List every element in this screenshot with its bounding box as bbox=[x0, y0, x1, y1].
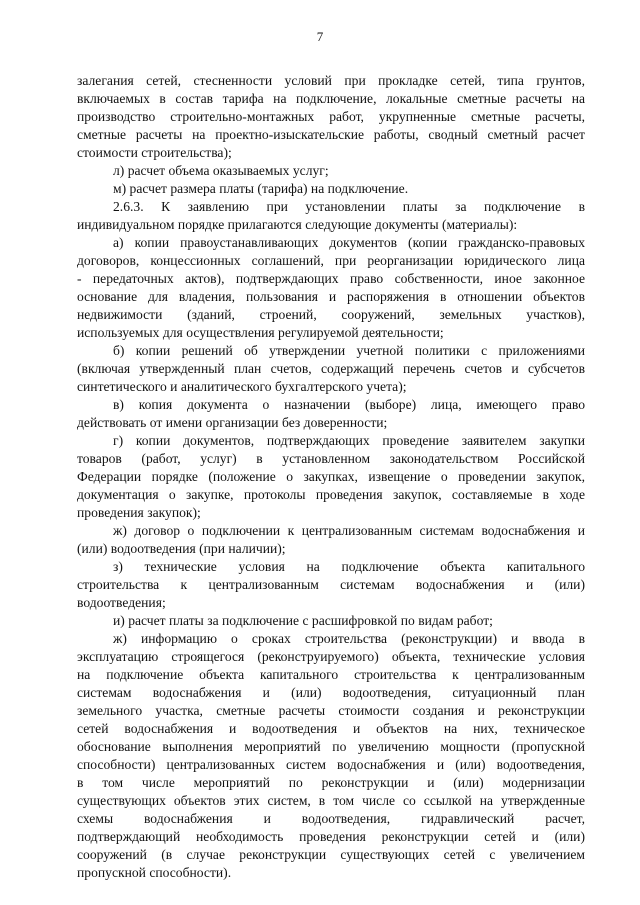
text-line: залегания сетей, стесненности условий при прокладке сетей, типа грунтов, bbox=[77, 73, 585, 88]
text-line: обоснование выполнения мероприятий по увеличению мощности (пропускной bbox=[77, 739, 585, 754]
text-line: эксплуатацию строящегося (реконструируемого) объекта, технические условия bbox=[77, 649, 585, 664]
text-line: в) копия документа о назначении (выборе) лица, имеющего право bbox=[113, 397, 585, 412]
text-line: способности) централизованных систем водоснабжения и (или) водоотведения, bbox=[77, 757, 585, 772]
text-line: документация о закупке, протоколы проведения закупок, составляемые в ходе bbox=[77, 487, 585, 502]
text-line: ж) договор о подключении к централизованным системам водоснабжения и bbox=[113, 523, 585, 538]
text-line: схемы водоснабжения и водоотведения, гидравлический расчет, bbox=[77, 811, 585, 826]
text-line: водоотведения; bbox=[77, 595, 166, 610]
text-line: 2.6.3. К заявлению при установлении платы за подключение в bbox=[113, 199, 585, 214]
text-line: строительства к централизованным системам водоснабжения и (или) bbox=[77, 577, 585, 592]
text-line: действовать от имени организации без доверенности; bbox=[77, 415, 388, 430]
text-line: г) копии документов, подтверждающих проведение заявителем закупки bbox=[113, 433, 585, 448]
text-line: синтетического и аналитического бухгалтерского учета); bbox=[77, 379, 407, 394]
text-line: сметные расчеты на проектно-изыскательские работы, сводный сметный расчет bbox=[77, 127, 585, 142]
text-line: товаров (работ, услуг) в установленном законодательством Российской bbox=[77, 451, 585, 466]
text-line: Федерации порядке (положение о закупках, извещение о проведении закупок, bbox=[77, 469, 585, 484]
text-line: - передаточных актов), подтверждающих право собственности, иное законное bbox=[77, 271, 585, 286]
text-line: м) расчет размера платы (тарифа) на подключение. bbox=[113, 181, 409, 196]
document-body bbox=[77, 72, 585, 882]
text-line: сооружений (в случае реконструкции существующих сетей с увеличением bbox=[77, 847, 585, 862]
text-line: земельного участка, сметные расчеты стоимости создания и реконструкции bbox=[77, 703, 585, 718]
text-line: л) расчет объема оказываемых услуг; bbox=[113, 163, 329, 178]
text-line: подтверждающий необходимость проведения реконструкции сетей и (или) bbox=[77, 829, 585, 844]
text-line: производство строительно-монтажных работ, укрупненные сметные расчеты, bbox=[77, 109, 585, 124]
text-line: индивидуальном порядке прилагаются следующие документы (материалы): bbox=[77, 217, 518, 232]
text-line: существующих объектов этих систем, в том числе со ссылкой на утвержденные bbox=[77, 793, 585, 808]
text-line: сетей водоснабжения и водоотведения и объектов на них, техническое bbox=[77, 721, 585, 736]
text-line: и) расчет платы за подключение с расшифровкой по видам работ; bbox=[113, 613, 493, 628]
text-line: договоров, концессионных соглашений, при реорганизации юридического лица bbox=[77, 253, 585, 268]
text-line: на подключение объекта капитального строительства к централизованным bbox=[77, 667, 585, 682]
text-line: в том числе мероприятий по реконструкции и (или) модернизации bbox=[77, 775, 585, 790]
text-line: (или) водоотведения (при наличии); bbox=[77, 541, 286, 556]
text-line: используемых для осуществления регулируемой деятельности; bbox=[77, 325, 444, 340]
text-line: недвижимости (зданий, строений, сооружений, земельных участков), bbox=[77, 307, 585, 322]
page-number: 7 bbox=[316, 29, 324, 44]
text-line: стоимости строительства); bbox=[77, 145, 232, 160]
text-line: (включая утвержденный план счетов, содержащий перечень счетов и субсчетов bbox=[77, 361, 585, 376]
text-line: включаемых в состав тарифа на подключение, локальные сметные расчеты на bbox=[77, 91, 585, 106]
text-line: ж) информацию о сроках строительства (реконструкции) и ввода в bbox=[113, 631, 585, 646]
text-line: проведения закупок); bbox=[77, 505, 201, 520]
text-line: а) копии правоустанавливающих документов (копии гражданско-правовых bbox=[113, 235, 585, 250]
text-line: з) технические условия на подключение объекта капитального bbox=[113, 559, 585, 574]
text-line: системам водоснабжения и (или) водоотведения, ситуационный план bbox=[77, 685, 585, 700]
text-line: б) копии решений об утверждении учетной политики с приложениями bbox=[113, 343, 585, 358]
text-line: пропускной способности). bbox=[77, 865, 232, 880]
text-line: основание для владения, пользования и распоряжения в отношении объектов bbox=[77, 289, 585, 304]
